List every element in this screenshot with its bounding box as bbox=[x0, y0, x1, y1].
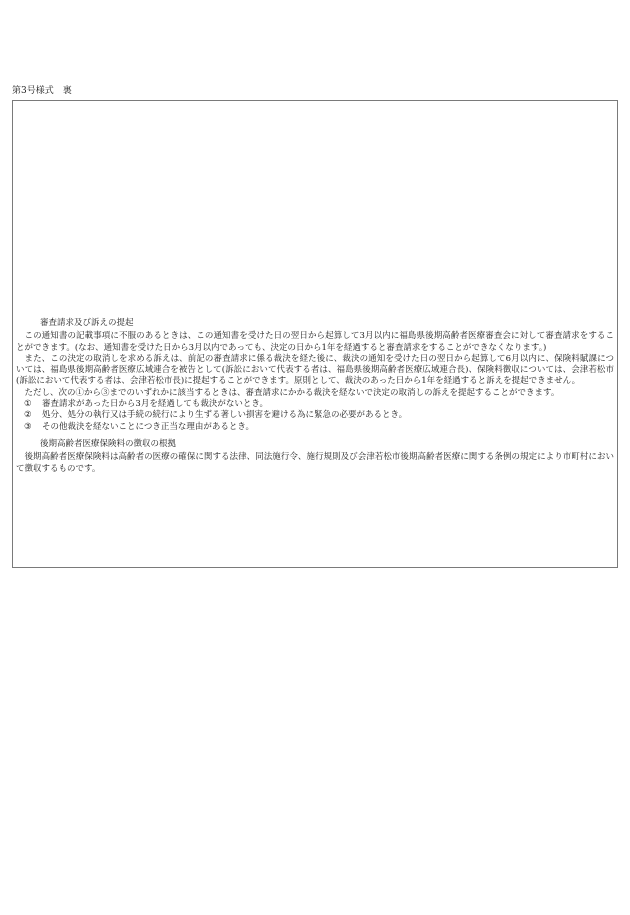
notice-content bbox=[16, 318, 614, 475]
item-text: 処分、処分の執行又は手続の続行により生ずる著しい損害を避ける為に緊急の必要があるとき。 bbox=[42, 410, 408, 421]
basis-heading: 後期高齢者医療保険料の徴収の根拠 bbox=[40, 438, 177, 449]
appeal-paragraph-2: また、この決定の取消しを求める訴えは、前記の審査請求に係る裁決を経た後に、裁決の通知を受けた日の翌日から起算して6月以内に、保険料賦課については、福島県後期高齢者医療広域連合を被告として(訴訟において代表する者は、福島県後期高齢者医療広域連合長)、保険料徴収については、会津若松市(訴訟において代表する者は、会津若松市長)に提起することができます。原則として、裁決のあった日から1年を経過すると訴えを提起できません。 bbox=[16, 353, 614, 387]
list-item bbox=[16, 410, 614, 421]
item-number: ③ bbox=[24, 421, 32, 432]
appeal-paragraph-1: この通知書の記載事項に不服のあるときは、この通知書を受けた日の翌日から起算して3月以内に福島県後期高齢者医療審査会に対して審査請求をすることができます。(なお、通知書を受けた日から3月以内であっても、決定の日から1年を経過すると審査請求をすることができなくなります。) bbox=[16, 331, 614, 353]
appeal-paragraph-3: ただし、次の①から③までのいずれかに該当するときは、審査請求にかかる裁決を経ないで決定の取消しの訴えを提起することができます。 bbox=[24, 387, 560, 398]
item-number: ② bbox=[24, 410, 32, 421]
basis-paragraph: 後期高齢者医療保険料は高齢者の医療の確保に関する法律、同法施行令、施行規則及び会津若松市後期高齢者医療に関する条例の規定により市町村において徴収するものです。 bbox=[16, 452, 614, 474]
item-text: その他裁決を経ないことにつき正当な理由があるとき。 bbox=[42, 421, 254, 432]
appeal-heading: 審査請求及び訴えの提起 bbox=[40, 318, 134, 328]
item-text: 審査請求があった日から3月を経過しても裁決がないとき。 bbox=[42, 399, 268, 410]
form-number-label: 第3号様式 裏 bbox=[12, 86, 72, 96]
list-item bbox=[16, 399, 614, 410]
exception-list bbox=[16, 399, 614, 433]
item-number: ① bbox=[24, 399, 32, 410]
list-item bbox=[16, 422, 614, 433]
